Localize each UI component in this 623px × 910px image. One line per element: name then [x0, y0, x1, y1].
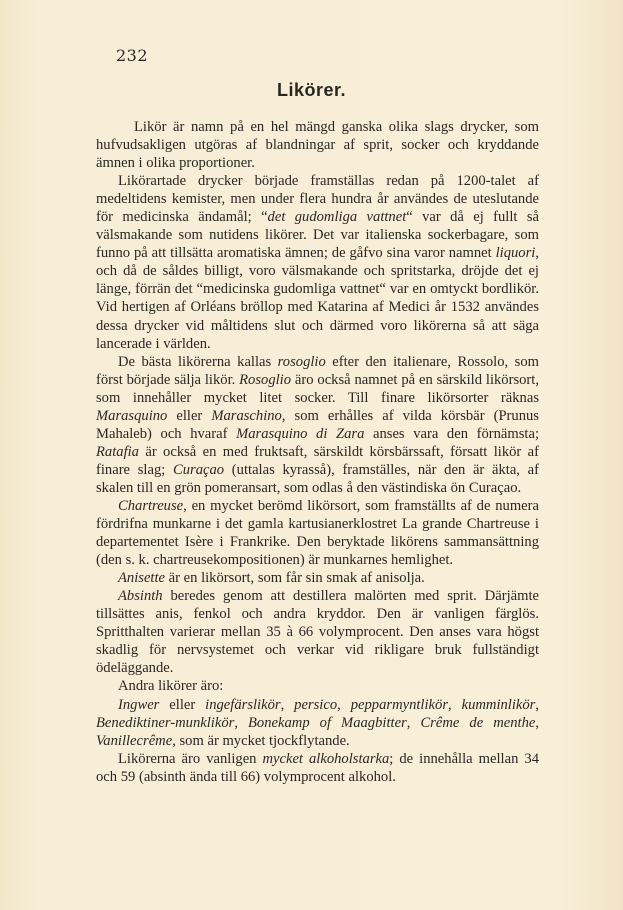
text-run: ,: [448, 696, 462, 713]
text-run: (uttalas kyrasså), framställes, när den är äkta, af skalen till en grön pomeransart, som odlas å den västindiska ön Curaçao.: [96, 461, 539, 496]
paragraph: [96, 677, 539, 695]
text-run: beredes genom att destillera malörten med sprit. Därjämte tillsättes anis, fenkol och andra kryddor. Den är vanligen färglös. Spritthalten varierar mellan 35 à 66 volymprocent. Den anses vara högst skadlig för nervsystemet och verkar vid rikligare bruk fullständigt ödeläggande.: [96, 588, 539, 677]
text-run: Likörartade drycker började framställas redan på 1200-talet af medeltidens kemister, men under flera hundra år användes de uteslutande för medicinska ändamål; “: [96, 173, 539, 226]
text-run: anses vara den förnämsta;: [364, 425, 540, 442]
text-run: ,: [234, 714, 249, 731]
italic-term: Vanillecrême: [96, 732, 173, 749]
text-run: “ var då ej fullt så välsmakande som nutidens likörer. Det var italienska sockerbagare, som funno på att tillsätta aromatiska ämnen; de gåfvo sina varor namnet: [96, 209, 539, 262]
italic-term: Benediktiner-munklikör: [96, 714, 235, 731]
italic-term: Chartreuse: [118, 497, 184, 514]
italic-term: rosoglio: [277, 353, 326, 370]
text-run: , som är mycket tjockflytande.: [172, 732, 350, 749]
page-title: Likörer.: [276, 80, 347, 100]
italic-term: Crême de menthe: [420, 714, 536, 731]
italic-term: Rosoglio: [239, 371, 292, 388]
italic-term: ingefärslikör: [205, 696, 281, 713]
text-run: ,: [406, 714, 421, 731]
text-run: är också en med fruktsaft, särskildt körsbärssaft, försatt likör af finare slag;: [96, 443, 539, 478]
text-run: Andra likörer äro:: [118, 678, 224, 695]
italic-term: kumminlikör: [461, 696, 536, 713]
italic-term: Maraschino: [211, 407, 282, 424]
text-run: efter den italienare, Rossolo, som först började sälja likör.: [96, 353, 539, 388]
paragraph: [96, 497, 539, 569]
italic-term: liquori: [495, 245, 536, 262]
paragraph: [96, 569, 539, 587]
text-run: ,: [535, 696, 540, 713]
text-run: Likör är namn på en hel mängd ganska olika slags drycker, som hufvudsakligen utgöras af blandningar af sprit, socker och kryddande ämnen i olika proportioner.: [96, 119, 539, 172]
paragraph: [96, 750, 539, 786]
text-run: äro också namnet på en särskild likörsort, som innehåller mycket litet socker. Till finare likörsorter räknas: [96, 371, 539, 406]
italic-term: Ingwer: [118, 696, 160, 713]
italic-term: Bonekamp of Maagbitter: [248, 714, 407, 731]
text-run: är en likörsort, som får sin smak af anisolja.: [165, 570, 425, 587]
text-run: , och då de såldes billigt, voro välsmakande och spritstarka, dröjde det ej länge, förrän det “medicinska gudomliga vattnet“ var en omtyckt bordlikör. Vid hertigen af Orléans bröllop med Katarina af Medici år 1532 användes dessa drycker vid måltidens slut och därmed voro likörerna så att säga lancerade i världen.: [96, 245, 539, 352]
paragraph: [96, 587, 539, 677]
paragraph: [96, 172, 539, 352]
page-number: 232: [116, 46, 149, 65]
text-run: , som erhålles af vilda körsbär (Prunus Mahaleb) och hvaraf: [96, 407, 539, 442]
paragraph: [96, 353, 539, 497]
text-run: ,: [337, 696, 351, 713]
paragraph: [96, 118, 539, 172]
italic-term: Ratafia: [96, 443, 139, 460]
text-run: eller: [167, 407, 212, 424]
body-text: [96, 118, 539, 786]
italic-term: Marasquino di Zara: [236, 425, 365, 442]
italic-term: Marasquino: [96, 407, 168, 424]
text-run: ; de innehålla mellan 34 och 59 (absinth ända till 66) volymprocent alkohol.: [96, 750, 539, 785]
italic-term: det gudomliga vattnet: [267, 209, 407, 226]
text-run: Likörerna äro vanligen: [118, 750, 263, 767]
text-run: , en mycket berömd likörsort, som framställts af de numera fördrifna munkarne i det gamla kartusianerklostret La grande Chartreuse i departementet Isère i Frankrike. Den beryktade likörens sammansättning (den s. k. chartreusekompositionen) är munkarnes hemlighet.: [96, 497, 539, 569]
italic-term: mycket alkoholstarka: [262, 750, 390, 767]
text-run: eller: [159, 696, 206, 713]
paragraph: [96, 696, 539, 750]
italic-term: pepparmyntlikör: [350, 696, 448, 713]
text-run: ,: [280, 696, 295, 713]
italic-term: persico: [294, 696, 338, 713]
italic-term: Anisette: [118, 570, 166, 587]
italic-term: Absinth: [118, 588, 163, 605]
italic-term: Curaçao: [173, 461, 225, 478]
text-run: ,: [535, 714, 540, 731]
text-run: De bästa likörerna kallas: [118, 353, 278, 370]
